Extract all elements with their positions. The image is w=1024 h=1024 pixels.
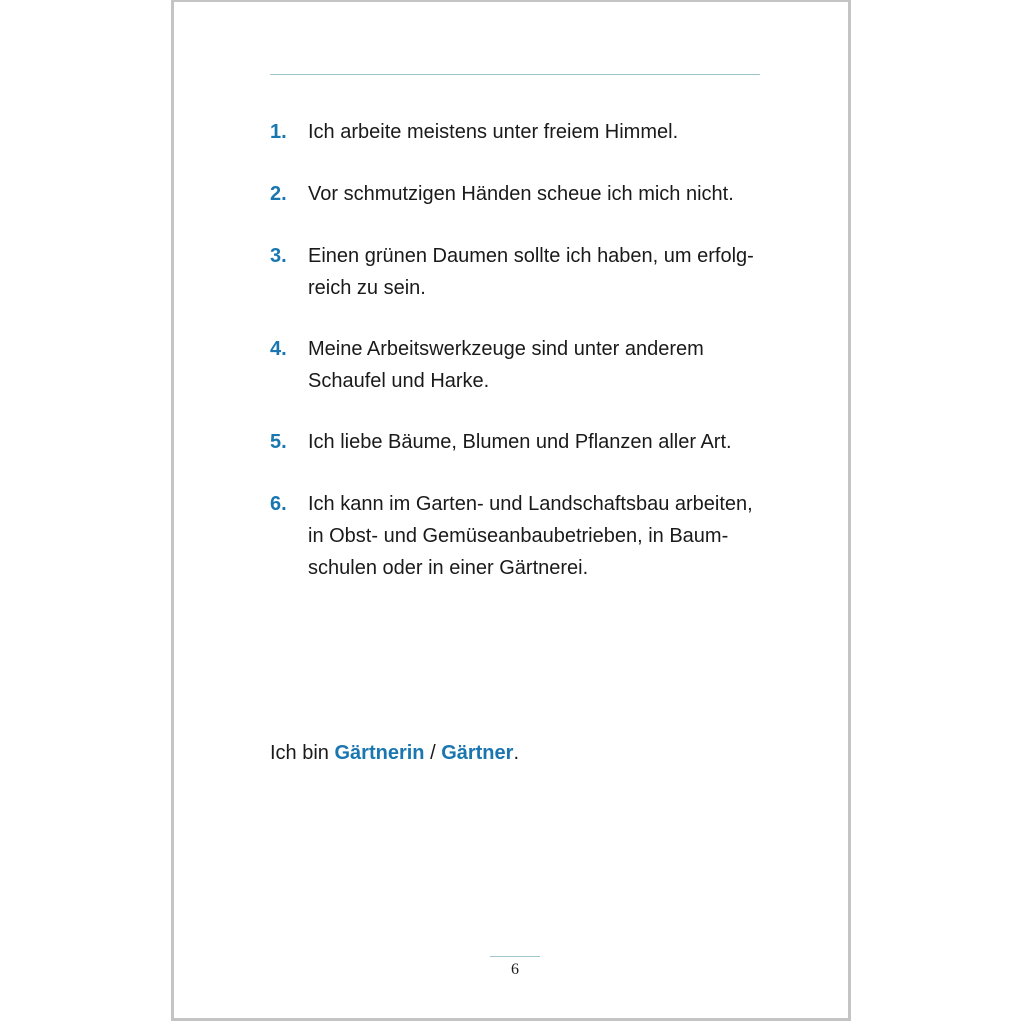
answer-suffix: .	[513, 742, 519, 764]
item-text-line: Einen grünen Daumen sollte ich haben, um erfolg-	[308, 245, 754, 267]
item-number: 1.	[270, 121, 287, 143]
item-text-line: Ich arbeite meistens unter freiem Himmel.	[308, 121, 679, 143]
answer-female: Gärtnerin	[334, 742, 425, 764]
item-text-line: Schaufel und Harke.	[308, 370, 490, 392]
item-text-line: Meine Arbeitswerkzeuge sind unter anderem	[308, 338, 704, 360]
top-divider	[270, 74, 760, 75]
item-text	[308, 178, 770, 210]
item-number: 2.	[270, 183, 287, 205]
answer-male: Gärtner	[441, 742, 514, 764]
item-text	[308, 116, 770, 148]
answer-sentence	[270, 737, 519, 769]
item-text	[308, 426, 770, 458]
item-text-line: Vor schmutzigen Händen scheue ich mich nicht.	[308, 183, 734, 205]
book-page	[171, 0, 851, 1021]
item-number: 3.	[270, 245, 287, 267]
item-number: 6.	[270, 493, 287, 515]
item-text	[308, 333, 770, 397]
item-text-line: Ich liebe Bäume, Blumen und Pflanzen aller Art.	[308, 431, 732, 453]
item-number: 5.	[270, 431, 287, 453]
footer-divider	[490, 956, 540, 957]
item-text-line: reich zu sein.	[308, 277, 426, 299]
item-text-line: schulen oder in einer Gärtnerei.	[308, 557, 589, 579]
item-text-line: in Obst- und Gemüseanbaubetrieben, in Baum-	[308, 525, 729, 547]
item-number: 4.	[270, 338, 287, 360]
item-text-line: Ich kann im Garten- und Landschaftsbau arbeiten,	[308, 493, 753, 515]
answer-prefix: Ich bin	[270, 742, 335, 764]
item-text	[308, 240, 770, 304]
item-text	[308, 488, 770, 584]
page-number: 6	[511, 961, 519, 978]
answer-separator: /	[424, 742, 442, 764]
